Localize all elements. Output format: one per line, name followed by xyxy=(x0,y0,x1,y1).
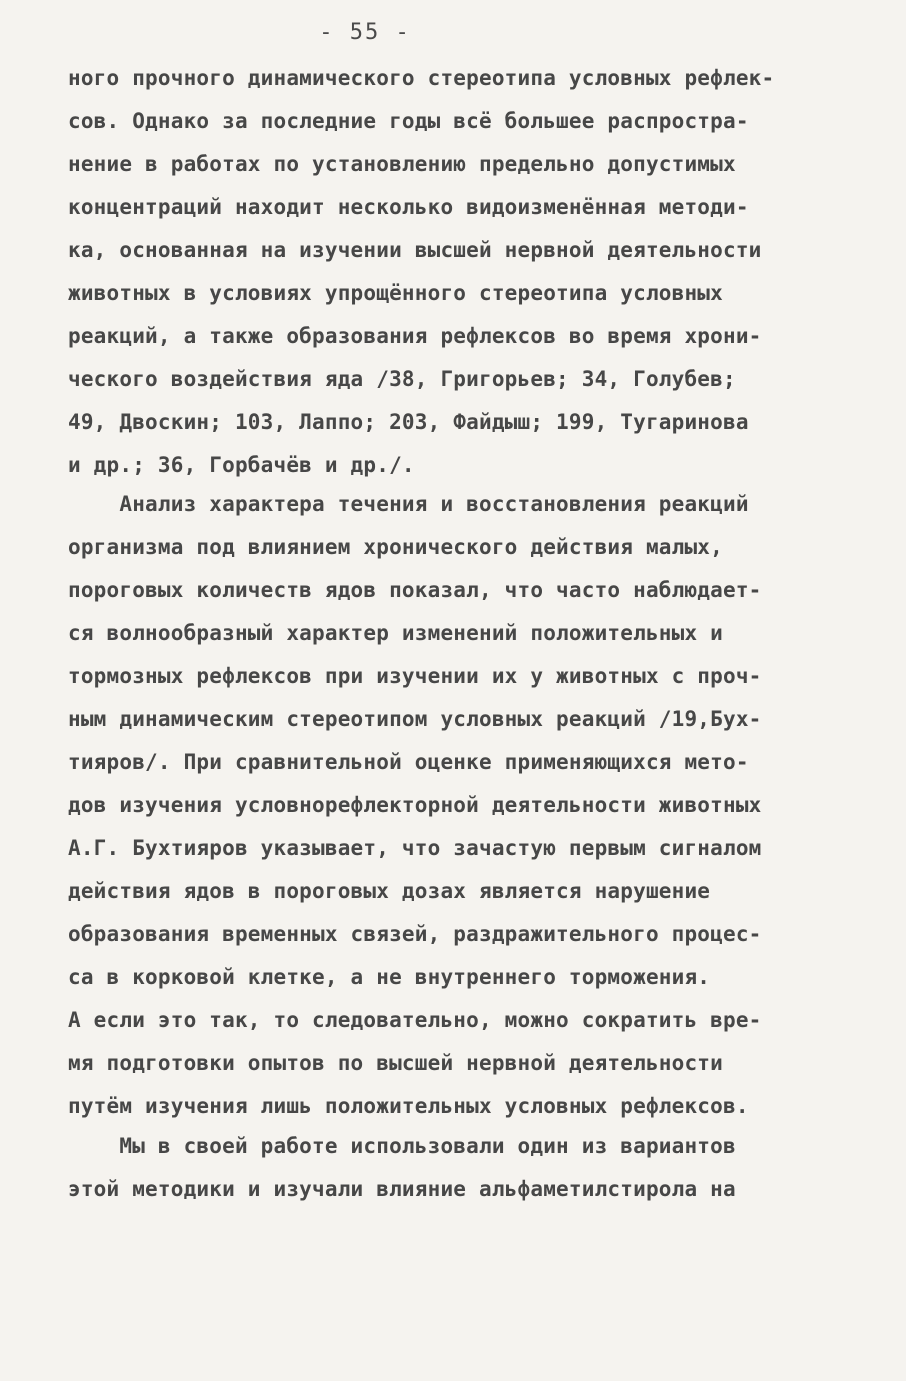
page-number: - 55 - xyxy=(319,20,411,45)
text-line: реакций, а также образования рефлексов во время хрони- xyxy=(68,324,762,348)
text-line: ческого воздействия яда /38, Григорьев; 34, Голубев; xyxy=(68,367,736,391)
text-line: и др.; 36, Горбачёв и др./. xyxy=(68,453,415,477)
text-line: ного прочного динамического стереотипа условных рефлек- xyxy=(68,66,775,90)
text-line: ка, основанная на изучении высшей нервной деятельности xyxy=(68,238,762,262)
text-line: тияров/. При сравнительной оценке применяющихся мето- xyxy=(68,750,749,774)
text-line: А если это так, то следовательно, можно сократить вре- xyxy=(68,1008,762,1032)
text-line: дов изучения условнорефлекторной деятельности животных xyxy=(68,793,762,817)
text-line: организма под влиянием хронического действия малых, xyxy=(68,535,723,559)
text-line: Анализ характера течения и восстановления реакций xyxy=(68,492,749,516)
text-line: са в корковой клетке, а не внутреннего торможения. xyxy=(68,965,711,989)
text-line: этой методики и изучали влияние альфаметилстирола на xyxy=(68,1177,736,1201)
text-line: концентраций находит несколько видоизменённая методи- xyxy=(68,195,749,219)
text-line: действия ядов в пороговых дозах является нарушение xyxy=(68,879,711,903)
text-line: Мы в своей работе использовали один из вариантов xyxy=(68,1134,736,1158)
text-line: нение в работах по установлению предельно допустимых xyxy=(68,152,736,176)
text-line: пороговых количеств ядов показал, что часто наблюдает- xyxy=(68,578,762,602)
text-line: образования временных связей, раздражительного процес- xyxy=(68,922,762,946)
text-line: мя подготовки опытов по высшей нервной деятельности xyxy=(68,1051,723,1075)
text-line: 49, Двоскин; 103, Лаппо; 203, Файдыш; 199, Тугаринова xyxy=(68,410,749,434)
text-line: сов. Однако за последние годы всё большее распростра- xyxy=(68,109,749,133)
text-line: ся волнообразный характер изменений положительных и xyxy=(68,621,723,645)
text-line: путём изучения лишь положительных условных рефлексов. xyxy=(68,1094,749,1118)
text-line: А.Г. Бухтияров указывает, что зачастую первым сигналом xyxy=(68,836,762,860)
text-line: тормозных рефлексов при изучении их у животных с проч- xyxy=(68,664,762,688)
text-line: животных в условиях упрощённого стереотипа условных xyxy=(68,281,723,305)
text-line: ным динамическим стереотипом условных реакций /19,Бух- xyxy=(68,707,762,731)
